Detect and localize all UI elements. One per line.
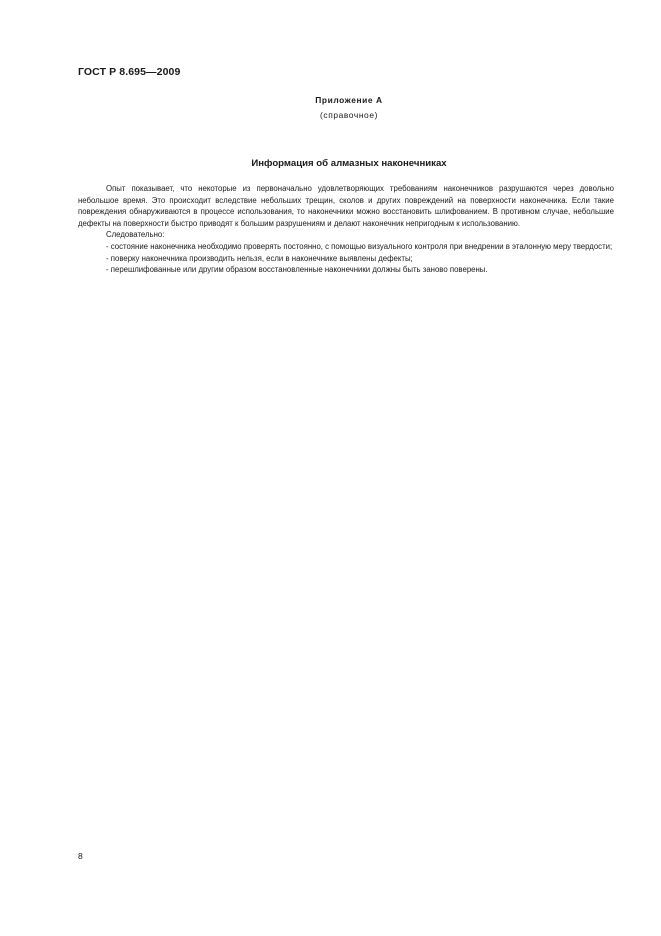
document-code: ГОСТ Р 8.695—2009 xyxy=(78,66,181,78)
annex-type: (справочное) xyxy=(320,110,378,120)
paragraph: Опыт показывает, что некоторые из первоначально удовлетворяющих требованиям наконечников разрушаются через довольно небольшое время. Это происходит вследствие небольших трещин, сколов и других повреждений на поверхности наконечника. Если такие повреждения обнаруживаются в процессе использования, то наконечники можно восстановить шлифованием. В противном случае, небольшие дефекты на поверхности быстро приводят к большим разрушениям и делают наконечник непригодным к использованию. xyxy=(78,184,614,228)
list-item: - поверку наконечника производить нельзя, если в наконечнике выявлены дефекты; xyxy=(106,253,413,263)
list-item: - перешлифованные или другим образом восстановленные наконечники должны быть заново поверены. xyxy=(106,265,488,275)
body-text xyxy=(78,183,614,276)
annex-title: Приложение А xyxy=(315,95,383,105)
page-number: 8 xyxy=(78,851,83,861)
section-heading: Информация об алмазных наконечниках xyxy=(251,158,447,169)
lead-in: Следовательно: xyxy=(106,230,165,240)
list-item: - состояние наконечника необходимо проверять постоянно, с помощью визуального контроля при внедрении в эталонную меру твердости; xyxy=(106,241,613,251)
